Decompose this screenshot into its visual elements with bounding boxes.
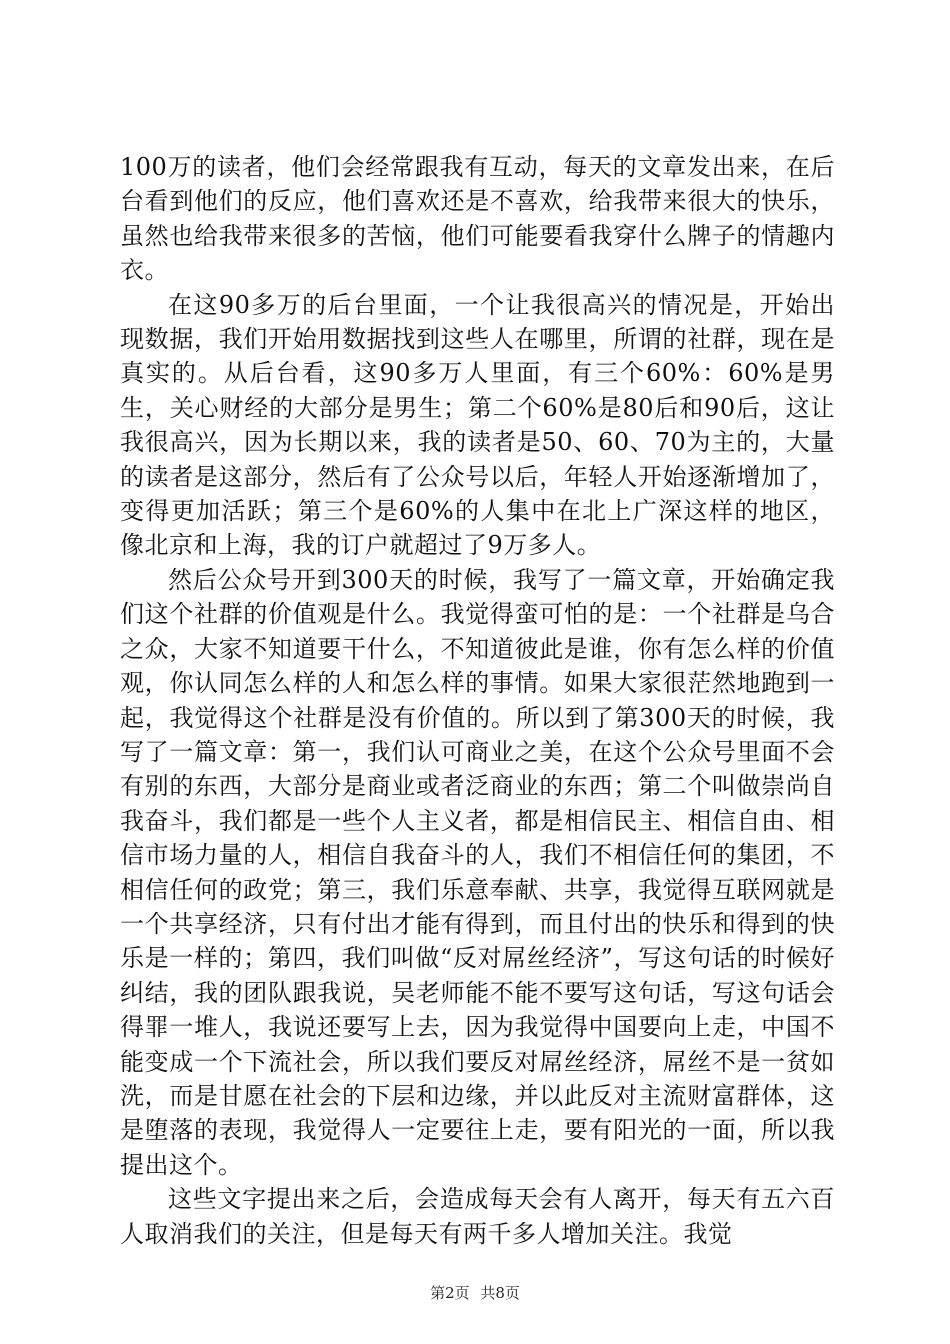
page-total: 共8页 <box>480 1284 520 1302</box>
paragraph-continued: 100万的读者，他们会经常跟我有互动，每天的文章发出来，在后台看到他们的反应，他们喜欢还是不喜欢，给我带来很大的快乐，虽然也给我带来很多的苦恼，他们可能要看我穿什么牌子的情趣内衣。 <box>120 153 835 285</box>
page-footer <box>0 1283 950 1303</box>
paragraph-followers: 这些文字提出来之后，会造成每天会有人离开，每天有五六百人取消我们的关注，但是每天有两千多人增加关注。我觉 <box>120 1185 835 1248</box>
paragraph-backend-data: 在这90多万的后台里面，一个让我很高兴的情况是，开始出现数据，我们开始用数据找到这些人在哪里，所谓的社群，现在是真实的。从后台看，这90多万人里面，有三个60%：60%是男生，关心财经的大部分是男生；第二个60%是80后和90后，这让我很高兴，因为长期以来，我的读者是50、60、70为主的，大量的读者是这部分，然后有了公众号以后，年轻人开始逐渐增加了，变得更加活跃；第三个是60%的人集中在北上广深这样的地区，像北京和上海，我的订户就超过了9万多人。 <box>120 290 835 560</box>
body-text <box>120 150 835 1251</box>
page-number: 第2页 <box>430 1284 470 1302</box>
paragraph-community-values: 然后公众号开到300天的时候，我写了一篇文章，开始确定我们这个社群的价值观是什么。我觉得蛮可怕的是：一个社群是乌合之众，大家不知道要干什么，不知道彼此是谁，你有怎么样的价值观，你认同怎么样的人和怎么样的事情。如果大家很茫然地跑到一起，我觉得这个社群是没有价值的。所以到了第300天的时候，我写了一篇文章：第一，我们认可商业之美，在这个公众号里面不会有别的东西，大部分是商业或者泛商业的东西；第二个叫做崇尚自我奋斗，我们都是一些个人主义者，都是相信民主、相信自由、相信市场力量的人，相信自我奋斗的人，我们不相信任何的集团，不相信任何的政党；第三，我们乐意奉献、共享，我觉得互联网就是一个共享经济，只有付出才能有得到，而且付出的快乐和得到的快乐是一样的；第四，我们叫做“反对屌丝经济”，写这句话的时候好纠结，我的团队跟我说，吴老师能不能不要写这句话，写这句话会得罪一堆人，我说还要写上去，因为我觉得中国要向上走，中国不能变成一个下流社会，所以我们要反对屌丝经济，屌丝不是一贫如洗，而是甘愿在社会的下层和边缘，并以此反对主流财富群体，这是堕落的表现，我觉得人一定要往上走，要有阳光的一面，所以我提出这个。 <box>120 565 835 1179</box>
